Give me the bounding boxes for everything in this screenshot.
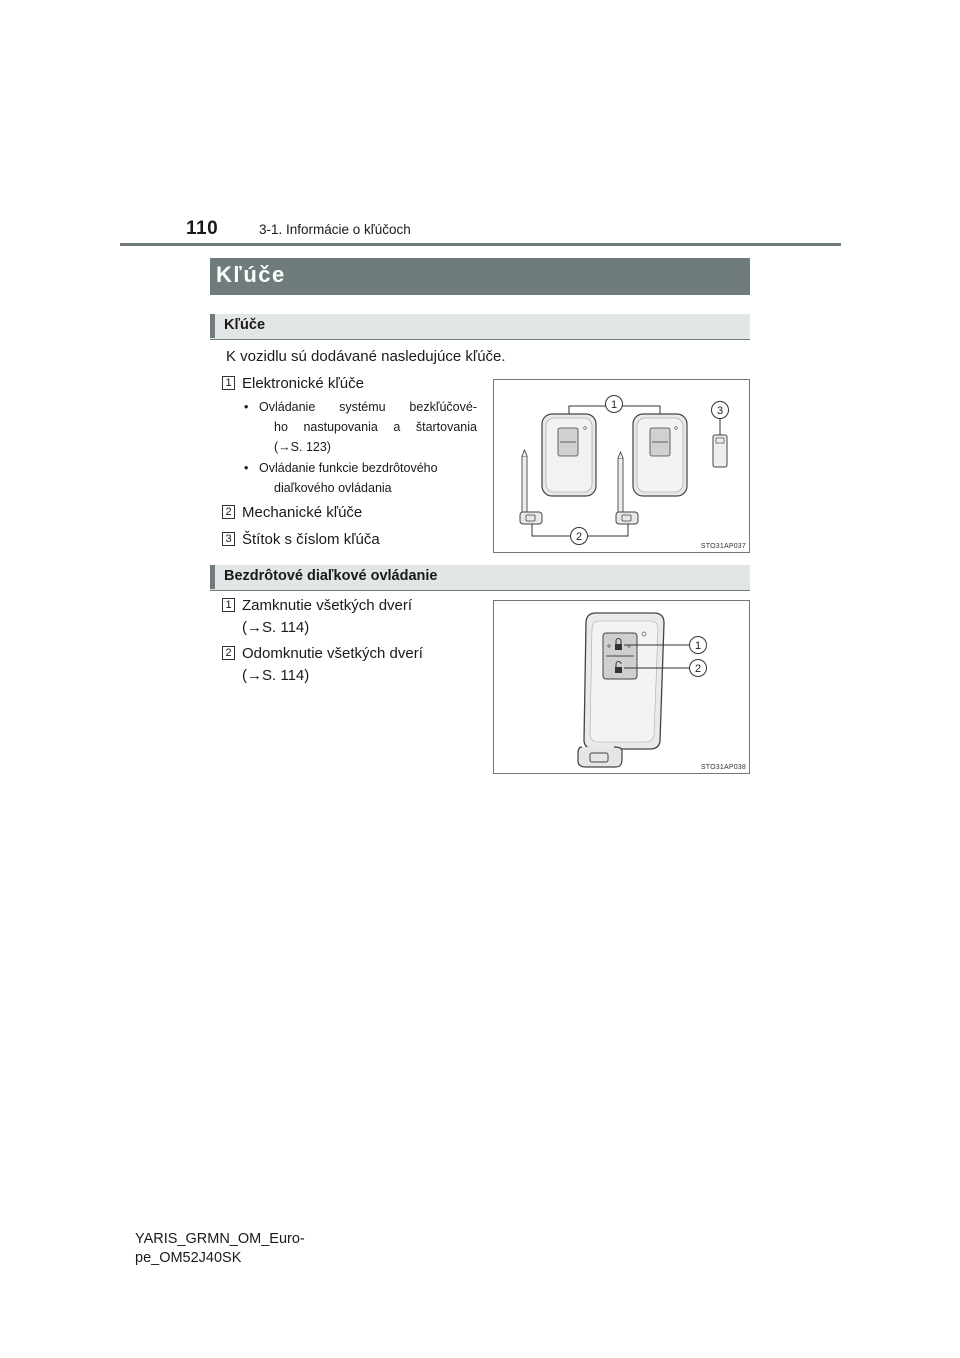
bullet-line: Ovládanie systému bezkľúčové- [259,400,477,414]
keys-figure [493,379,750,553]
bullet-marker: • [244,461,249,475]
remote-heading [210,565,750,591]
document-id-line: pe_OM52J40SK [135,1250,242,1266]
remote-heading-label: Bezdrôtové diaľkové ovládanie [224,568,438,584]
callout-label: 2 [575,531,583,543]
item-number: 3 [222,532,235,546]
list-item: Zamknutie všetkých dverí [242,597,413,614]
unlock-icon [615,667,622,673]
section-name: 3-1. Informácie o kľúčoch [259,222,411,237]
item-number: 1 [222,598,235,612]
item-number: 2 [222,646,235,660]
callout-label: 1 [610,399,618,411]
keys-illustration [494,380,749,552]
bullet-line: (→S. 123) [274,440,331,454]
document-id-line: YARIS_GRMN_OM_Euro- [135,1231,305,1247]
keys-intro: K vozidlu sú dodávané nasledujúce kľúče. [226,348,506,365]
callout-label: 2 [694,663,702,675]
callout-label: 1 [694,640,702,652]
list-item: Mechanické kľúče [242,504,363,521]
item-number: 1 [222,376,235,390]
bullet-line: Ovládanie funkcie bezdrôtového [259,461,438,475]
figure-code: STO31AP037 [700,543,746,550]
bullet-line: ho nastupovania a štartovania [274,420,477,434]
lock-icon [615,644,622,650]
list-item-ref: (→S. 114) [242,667,310,684]
bullet-line: diaľkového ovládania [274,481,392,495]
bullet-marker: • [244,400,249,414]
header-rule [120,243,841,246]
list-item-ref: (→S. 114) [242,619,310,636]
keys-heading [210,314,750,340]
callout-label: 3 [716,405,724,417]
item-number: 2 [222,505,235,519]
list-item: Štítok s číslom kľúča [242,531,380,548]
page-title: Kľúče [210,258,750,295]
figure-code: STO31AP038 [700,764,746,771]
keys-heading-label: Kľúče [224,317,266,333]
page-number: 110 [186,218,219,239]
remote-illustration [494,601,749,773]
document-id [135,1230,305,1268]
remote-figure [493,600,750,774]
list-item: Elektronické kľúče [242,375,364,392]
list-item: Odomknutie všetkých dverí [242,645,423,662]
